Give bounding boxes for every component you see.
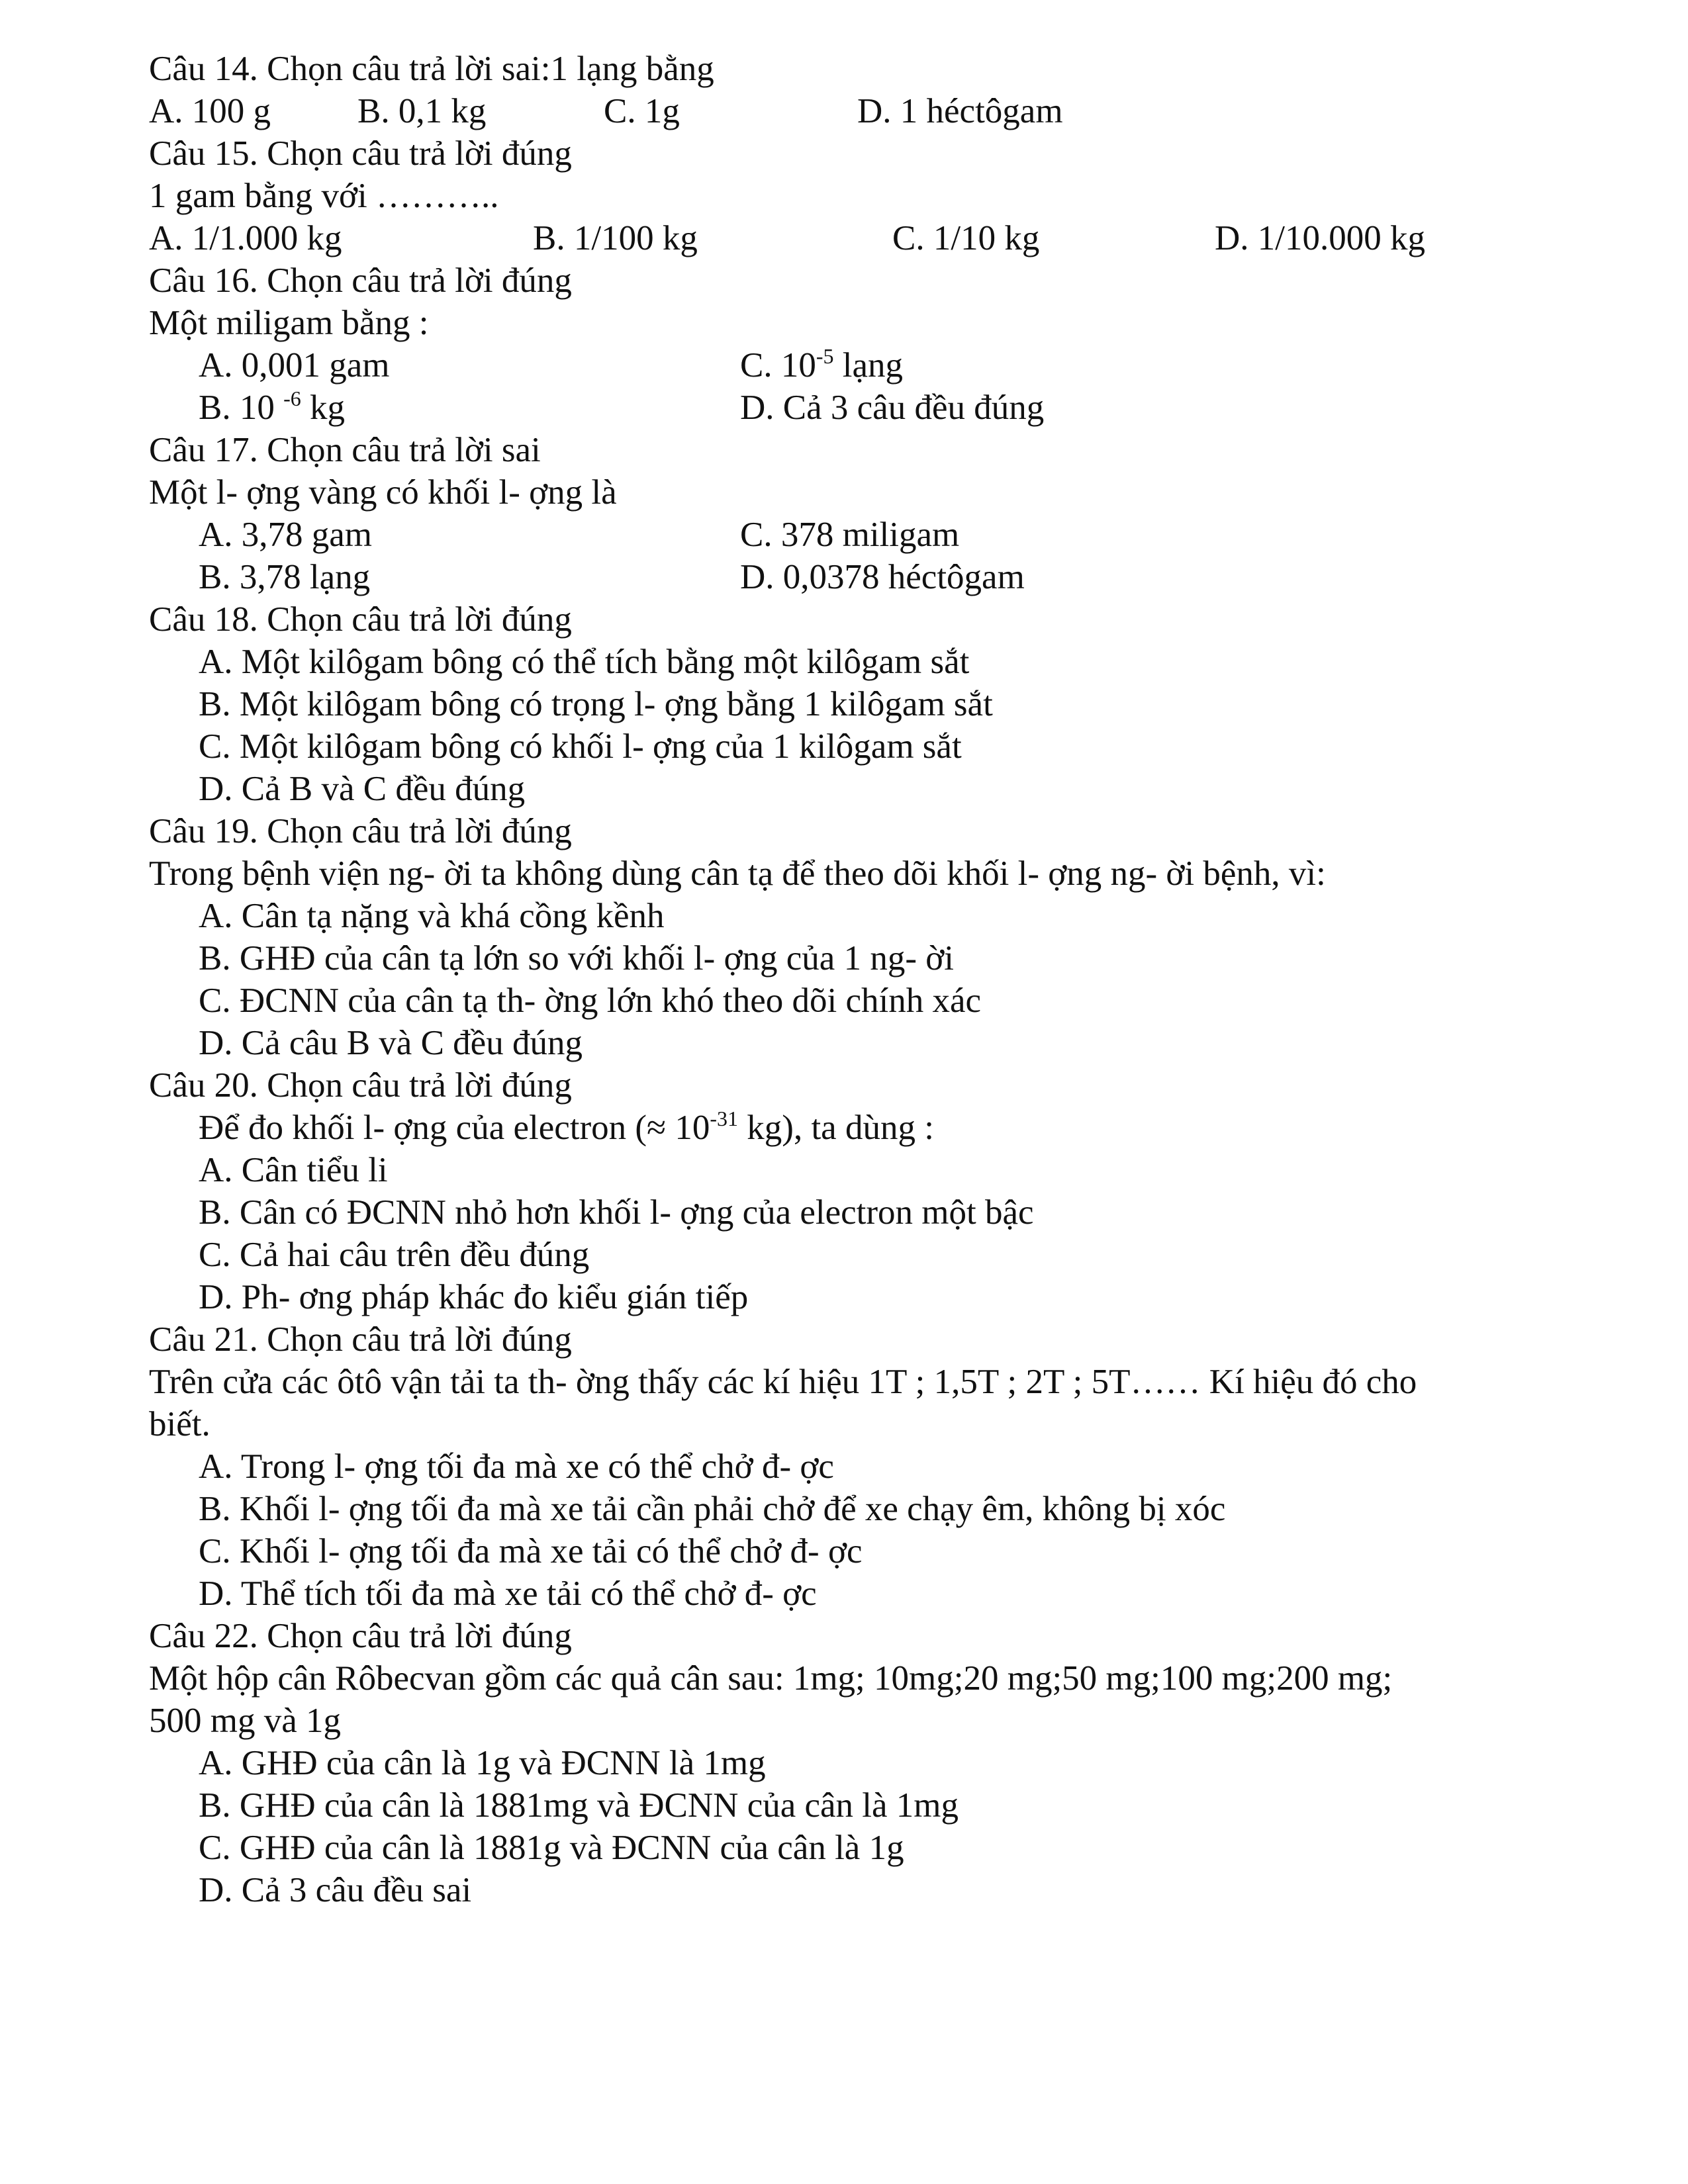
- question-17-title: Câu 17. Chọn câu trả lời sai: [149, 431, 541, 469]
- q16-stem: Một miligam bằng :: [149, 304, 429, 342]
- q22-option-b: B. GHĐ của cân là 1881mg và ĐCNN của cân là 1mg: [199, 1786, 959, 1825]
- question-16-title: Câu 16. Chọn câu trả lời đúng: [149, 261, 572, 300]
- q20-option-a: A. Cân tiểu li: [199, 1151, 388, 1189]
- q16-option-c: C. $10^{-5}$ lạng: [740, 344, 904, 385]
- question-15-title: Câu 15. Chọn câu trả lời đúng: [149, 134, 572, 173]
- question-21-title: Câu 21. Chọn câu trả lời đúng: [149, 1320, 572, 1359]
- q22-stem-line-1: Một hộp cân Rôbecvan gồm các quả cân sau: 1mg; 10mg;20 mg;50 mg;100 mg;200 mg;: [149, 1659, 1393, 1698]
- q17-stem: Một l- ợng vàng có khối l- ợng là: [149, 473, 617, 512]
- q17-option-d: D. 0,0378 héctôgam: [740, 558, 1025, 596]
- q19-stem: Trong bệnh viện ng- ời ta không dùng cân tạ để theo dõi khối l- ợng ng- ời bệnh, vì:: [149, 854, 1326, 893]
- q21-stem-line-2: biết.: [149, 1405, 211, 1443]
- question-20-title: Câu 20. Chọn câu trả lời đúng: [149, 1066, 572, 1105]
- q15-option-a: A. 1/1.000 kg: [149, 219, 342, 257]
- q16-option-b: B. 10 $^{-6}$ kg: [199, 387, 346, 427]
- q15-stem: 1 gam bằng với ………..: [149, 177, 499, 215]
- q20-option-c: C. Cả hai câu trên đều đúng: [199, 1236, 590, 1274]
- q19-option-c: C. ĐCNN của cân tạ th- ờng lớn khó theo dõi chính xác: [199, 981, 982, 1020]
- q22-option-c: C. GHĐ của cân là 1881g và ĐCNN của cân là 1g: [199, 1829, 904, 1867]
- q22-option-d: D. Cả 3 câu đều sai: [199, 1871, 472, 1909]
- q19-option-d: D. Cả câu B và C đều đúng: [199, 1024, 583, 1062]
- q14-option-c: C. 1g: [604, 92, 680, 130]
- question-14-title: Câu 14. Chọn câu trả lời sai:1 lạng bằng: [149, 50, 714, 88]
- q21-option-c: C. Khối l- ợng tối đa mà xe tải có thể chở đ- ợc: [199, 1532, 863, 1570]
- q19-option-a: A. Cân tạ nặng và khá cồng kềnh: [199, 897, 665, 935]
- q19-option-b: B. GHĐ của cân tạ lớn so với khối l- ợng của 1 ng- ời: [199, 939, 954, 978]
- q20-option-d: D. Ph- ơng pháp khác đo kiểu gián tiếp: [199, 1278, 749, 1316]
- question-19-title: Câu 19. Chọn câu trả lời đúng: [149, 812, 572, 850]
- q17-option-a: A. 3,78 gam: [199, 516, 373, 554]
- q16-option-d: D. Cả 3 câu đều đúng: [740, 388, 1045, 427]
- question-18-title: Câu 18. Chọn câu trả lời đúng: [149, 600, 572, 639]
- q15-option-d: D. 1/10.000 kg: [1215, 219, 1425, 257]
- q21-stem-line-1: Trên cửa các ôtô vận tải ta th- ờng thấy các kí hiệu 1T ; 1,5T ; 2T ; 5T…… Kí hiệu đó cho: [149, 1363, 1417, 1401]
- q15-option-b: B. 1/100 kg: [533, 219, 698, 257]
- q18-option-c: C. Một kilôgam bông có khối l- ợng của 1 kilôgam sắt: [199, 727, 962, 766]
- q21-option-d: D. Thể tích tối đa mà xe tải có thể chở đ- ợc: [199, 1574, 817, 1613]
- q20-stem: Để đo khối l- ợng của electron (≈ $10^{-31}$ kg), ta dùng :: [199, 1107, 934, 1147]
- q20-option-b: B. Cân có ĐCNN nhỏ hơn khối l- ợng của electron một bậc: [199, 1193, 1034, 1232]
- question-22-title: Câu 22. Chọn câu trả lời đúng: [149, 1617, 572, 1655]
- q14-option-b: B. 0,1 kg: [357, 92, 487, 130]
- q16-option-a: A. 0,001 gam: [199, 346, 390, 385]
- q18-option-a: A. Một kilôgam bông có thể tích bằng một kilôgam sắt: [199, 643, 970, 681]
- q21-option-a: A. Trong l- ợng tối đa mà xe có thể chở đ- ợc: [199, 1447, 834, 1486]
- q15-option-c: C. 1/10 kg: [892, 219, 1040, 257]
- q21-option-b: B. Khối l- ợng tối đa mà xe tải cần phải chở để xe chạy êm, không bị xóc: [199, 1490, 1226, 1528]
- q17-option-c: C. 378 miligam: [740, 516, 960, 554]
- q17-option-b: B. 3,78 lạng: [199, 558, 371, 596]
- q18-option-b: B. Một kilôgam bông có trọng l- ợng bằng 1 kilôgam sắt: [199, 685, 993, 723]
- q22-option-a: A. GHĐ của cân là 1g và ĐCNN là 1mg: [199, 1744, 766, 1782]
- q14-option-d: D. 1 héctôgam: [857, 92, 1063, 130]
- q14-option-a: A. 100 g: [149, 92, 271, 130]
- q18-option-d: D. Cả B và C đều đúng: [199, 770, 526, 808]
- q22-stem-line-2: 500 mg và 1g: [149, 1702, 341, 1740]
